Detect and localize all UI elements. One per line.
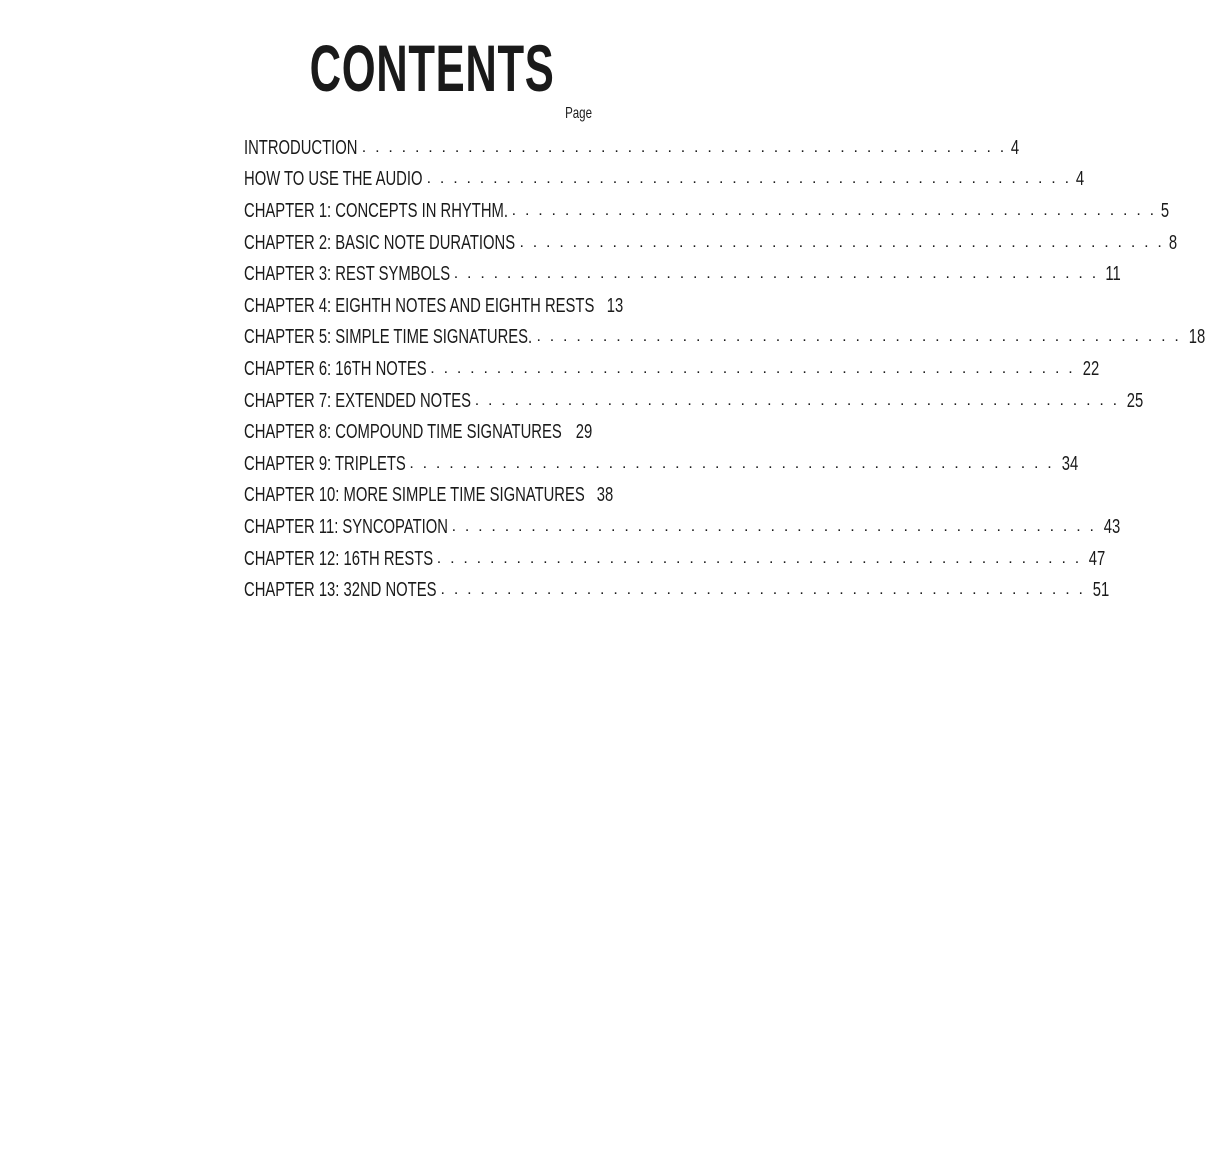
toc-entry-title: CHAPTER 9: TRIPLETS — [244, 452, 406, 475]
toc-entry-page-number: 4 — [1011, 136, 1020, 159]
page-title: CONTENTS — [309, 31, 555, 105]
toc-entry-title: CHAPTER 1: CONCEPTS IN RHYTHM. — [244, 199, 508, 222]
toc-entry-title: CHAPTER 6: 16TH NOTES — [244, 357, 427, 380]
toc-entry — [244, 195, 1170, 227]
toc-entry-page-number: 5 — [1161, 199, 1170, 222]
toc-entry-page-number: 47 — [1089, 547, 1106, 570]
toc-entry-page-number: 43 — [1103, 515, 1121, 538]
dot-leader — [566, 420, 568, 444]
toc-entry-title: INTRODUCTION — [244, 136, 358, 159]
toc-entry-title: CHAPTER 2: BASIC NOTE DURATIONS — [244, 231, 516, 254]
dot-leader: . . . . . . . . . . . . . . . . . . . . . . . . . . . . . . . . . . . . . . . . . . . . . . . . . — [519, 233, 1165, 251]
dot-leader: . . . . . . . . . . . . . . . . . . . . . . . . . . . . . . . . . . . . . . . . . . . . . . . . . — [511, 201, 1157, 219]
table-of-contents — [244, 132, 1205, 606]
toc-entry — [244, 480, 614, 512]
dot-leader: . . . . . . . . . . . . . . . . . . . . . . . . . . . . . . . . . . . . . . . . . . . . . . . . . — [536, 328, 1182, 346]
dot-leader: . . . . . . . . . . . . . . . . . . . . . . . . . . . . . . . . . . . . . . . . . . . . . . . . . — [440, 581, 1086, 599]
toc-entry-page-number: 4 — [1076, 168, 1085, 191]
toc-entry-title: HOW TO USE THE AUDIO — [244, 168, 423, 191]
toc-entry — [244, 322, 1205, 354]
toc-entry — [244, 416, 592, 448]
toc-entry — [244, 543, 1106, 575]
toc-entry — [244, 290, 623, 322]
toc-entry — [244, 448, 1079, 480]
toc-entry-page-number: 51 — [1092, 579, 1110, 602]
toc-entry-title: CHAPTER 8: COMPOUND TIME SIGNATURES — [244, 421, 562, 444]
toc-entry-page-number: 11 — [1105, 263, 1122, 286]
toc-entry-title: CHAPTER 3: REST SYMBOLS — [244, 263, 451, 286]
toc-entry — [244, 227, 1178, 259]
toc-entry — [244, 511, 1121, 543]
dot-leader: . . . . . . . . . . . . . . . . . . . . . . . . . . . . . . . . . . . . . . . . . . . . . . . . . — [451, 517, 1097, 535]
page-column-label: Page — [565, 105, 592, 122]
toc-entry — [244, 164, 1085, 196]
toc-entry-page-number: 38 — [597, 484, 614, 507]
toc-entry — [244, 574, 1110, 606]
toc-entry-page-number: 18 — [1188, 326, 1205, 349]
toc-entry — [244, 353, 1100, 385]
toc-entry-page-number: 29 — [575, 421, 592, 444]
dot-leader: . . . . . . . . . . . . . . . . . . . . . . . . . . . . . . . . . . . . . . . . . . . . . . . . . — [436, 549, 1082, 567]
dot-leader: . . . . . . . . . . . . . . . . . . . . . . . . . . . . . . . . . . . . . . . . . . . . . . . . . — [474, 391, 1120, 409]
dot-leader: . . . . . . . . . . . . . . . . . . . . . . . . . . . . . . . . . . . . . . . . . . . . . . . . . — [430, 359, 1075, 377]
toc-entry-title: CHAPTER 7: EXTENDED NOTES — [244, 389, 471, 412]
toc-entry-page-number: 8 — [1168, 231, 1178, 254]
dot-leader: . . . . . . . . . . . . . . . . . . . . . . . . . . . . . . . . . . . . . . . . . . . . . . . . . — [409, 454, 1054, 472]
toc-entry — [244, 258, 1122, 290]
dot-leader: . . . . . . . . . . . . . . . . . . . . . . . . . . . . . . . . . . . . . . . . . . . . . . . . . — [453, 265, 1099, 283]
toc-entry-title: CHAPTER 11: SYNCOPATION — [244, 515, 448, 538]
dot-leader: . . . . . . . . . . . . . . . . . . . . . . . . . . . . . . . . . . . . . . . . . . . . . . . . . — [426, 170, 1072, 188]
toc-entry-page-number: 22 — [1082, 357, 1100, 380]
toc-entry-title: CHAPTER 5: SIMPLE TIME SIGNATURES. — [244, 326, 533, 349]
toc-entry-title: CHAPTER 10: MORE SIMPLE TIME SIGNATURES — [244, 484, 585, 507]
toc-entry-title: CHAPTER 4: EIGHTH NOTES AND EIGHTH RESTS — [244, 294, 595, 317]
toc-entry-title: CHAPTER 12: 16TH RESTS — [244, 547, 434, 570]
dot-leader: . . . . . . . . . . . . . . . . . . . . . . . . . . . . . . . . . . . . . . . . . . . . . . . . . — [361, 138, 1007, 156]
toc-entry-title: CHAPTER 13: 32ND NOTES — [244, 579, 437, 602]
toc-entry — [244, 385, 1144, 417]
toc-entry — [244, 132, 1020, 164]
toc-entry-page-number: 34 — [1061, 452, 1079, 475]
toc-entry-page-number: 25 — [1127, 389, 1144, 412]
toc-entry-page-number: 13 — [606, 294, 623, 317]
